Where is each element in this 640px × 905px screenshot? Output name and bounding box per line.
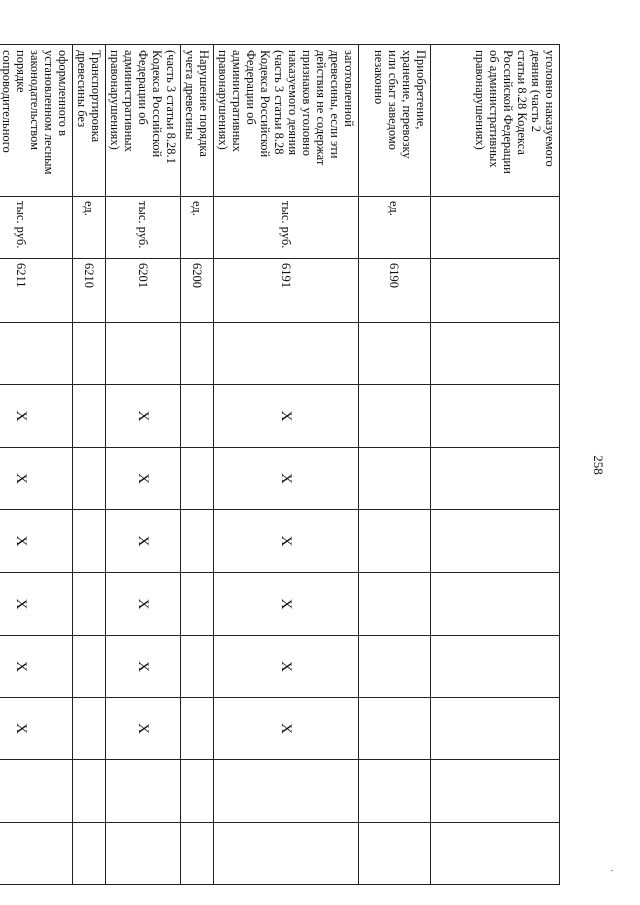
row-cell: X: [214, 510, 359, 573]
row-cell: [0, 760, 73, 823]
row-cell: [431, 573, 560, 636]
row-cell: X: [106, 448, 181, 510]
row-cell: [73, 636, 106, 698]
row-cell: X: [214, 698, 359, 760]
row-cell: [181, 698, 214, 760]
row-description: уголовно наказуемого деяния (часть 2 статьи 8.28 Кодекса Российской Федерации об административных правонарушениях): [431, 45, 560, 197]
row-cell: [181, 448, 214, 510]
row-code: 6200: [181, 259, 214, 323]
row-description: Транспортировка древесины без: [73, 45, 106, 197]
table-row: [106, 45, 181, 885]
row-cell: [214, 823, 359, 885]
row-cell: [359, 823, 431, 885]
row-cell: [181, 760, 214, 823]
row-cell: X: [214, 448, 359, 510]
row-cell: [106, 760, 181, 823]
row-cell: [106, 323, 181, 385]
row-cell: X: [214, 385, 359, 448]
report-table: [0, 44, 560, 885]
row-cell: [73, 698, 106, 760]
row-cell: X: [106, 510, 181, 573]
row-cell: [359, 323, 431, 385]
row-cell: [73, 573, 106, 636]
row-cell: [73, 385, 106, 448]
row-description: заготовленной древесины, если эти действия не содержат признаков уголовно наказуемого деяния (часть 3 статьи 8.28 Кодекса Российской Федерации об административных правонарушениях): [214, 45, 359, 197]
row-cell: [359, 636, 431, 698]
page-number-text: 258: [591, 455, 606, 475]
row-cell: [359, 573, 431, 636]
row-code: 6201: [106, 259, 181, 323]
table-row: [359, 45, 431, 885]
row-cell: X: [106, 573, 181, 636]
row-cell: [73, 510, 106, 573]
row-cell: X: [0, 385, 73, 448]
row-cell: [431, 698, 560, 760]
row-cell: X: [106, 698, 181, 760]
rotated-table-container: [0, 44, 560, 884]
row-unit: ед.: [359, 197, 431, 259]
row-unit: тыс. руб.: [106, 197, 181, 259]
row-unit: тыс. руб.: [214, 197, 359, 259]
row-cell: X: [0, 698, 73, 760]
row-cell: X: [0, 636, 73, 698]
table-row: [73, 45, 106, 885]
row-cell: [359, 448, 431, 510]
row-unit: ед.: [73, 197, 106, 259]
table-row: [214, 45, 359, 885]
row-cell: [0, 823, 73, 885]
row-cell: [181, 823, 214, 885]
table-row: [0, 45, 73, 885]
page-number: [586, 453, 610, 477]
row-cell: [214, 323, 359, 385]
row-cell: [431, 510, 560, 573]
row-cell: X: [214, 573, 359, 636]
row-cell: [431, 323, 560, 385]
row-cell: [431, 448, 560, 510]
row-cell: X: [0, 510, 73, 573]
row-cell: [431, 636, 560, 698]
row-unit: тыс. руб.: [0, 197, 73, 259]
row-cell: [106, 823, 181, 885]
row-cell: [181, 510, 214, 573]
row-cell: [214, 760, 359, 823]
row-description: (часть 3 статьи 8.28.1 Кодекса Российской Федерации об административных правонарушениях): [106, 45, 181, 197]
row-unit: [431, 197, 560, 259]
row-cell: [431, 823, 560, 885]
row-cell: [73, 823, 106, 885]
row-description: Приобретение, хранение, перевозку или сбыт заведомо незаконно: [359, 45, 431, 197]
row-cell: [181, 323, 214, 385]
row-description: Нарушение порядка учета древесины: [181, 45, 214, 197]
row-cell: X: [0, 573, 73, 636]
scan-mark: ˎ: [610, 860, 614, 872]
row-code: 6191: [214, 259, 359, 323]
row-code: 6190: [359, 259, 431, 323]
row-cell: [431, 385, 560, 448]
row-cell: [73, 323, 106, 385]
row-code: 6210: [73, 259, 106, 323]
row-cell: X: [106, 636, 181, 698]
row-cell: [0, 323, 73, 385]
row-cell: [359, 760, 431, 823]
row-code: [431, 259, 560, 323]
row-cell: X: [106, 385, 181, 448]
row-cell: [181, 573, 214, 636]
row-code: 6211: [0, 259, 73, 323]
row-cell: [359, 385, 431, 448]
row-cell: [181, 385, 214, 448]
row-cell: [431, 760, 560, 823]
table-row: [431, 45, 560, 885]
row-cell: [73, 448, 106, 510]
row-unit: ед.: [181, 197, 214, 259]
row-cell: [359, 510, 431, 573]
row-cell: X: [0, 448, 73, 510]
row-description: оформленного в установленном лесным законодательством порядке сопроводительного: [0, 45, 73, 197]
row-cell: X: [214, 636, 359, 698]
row-cell: [73, 760, 106, 823]
table-row: [181, 45, 214, 885]
row-cell: [181, 636, 214, 698]
row-cell: [359, 698, 431, 760]
